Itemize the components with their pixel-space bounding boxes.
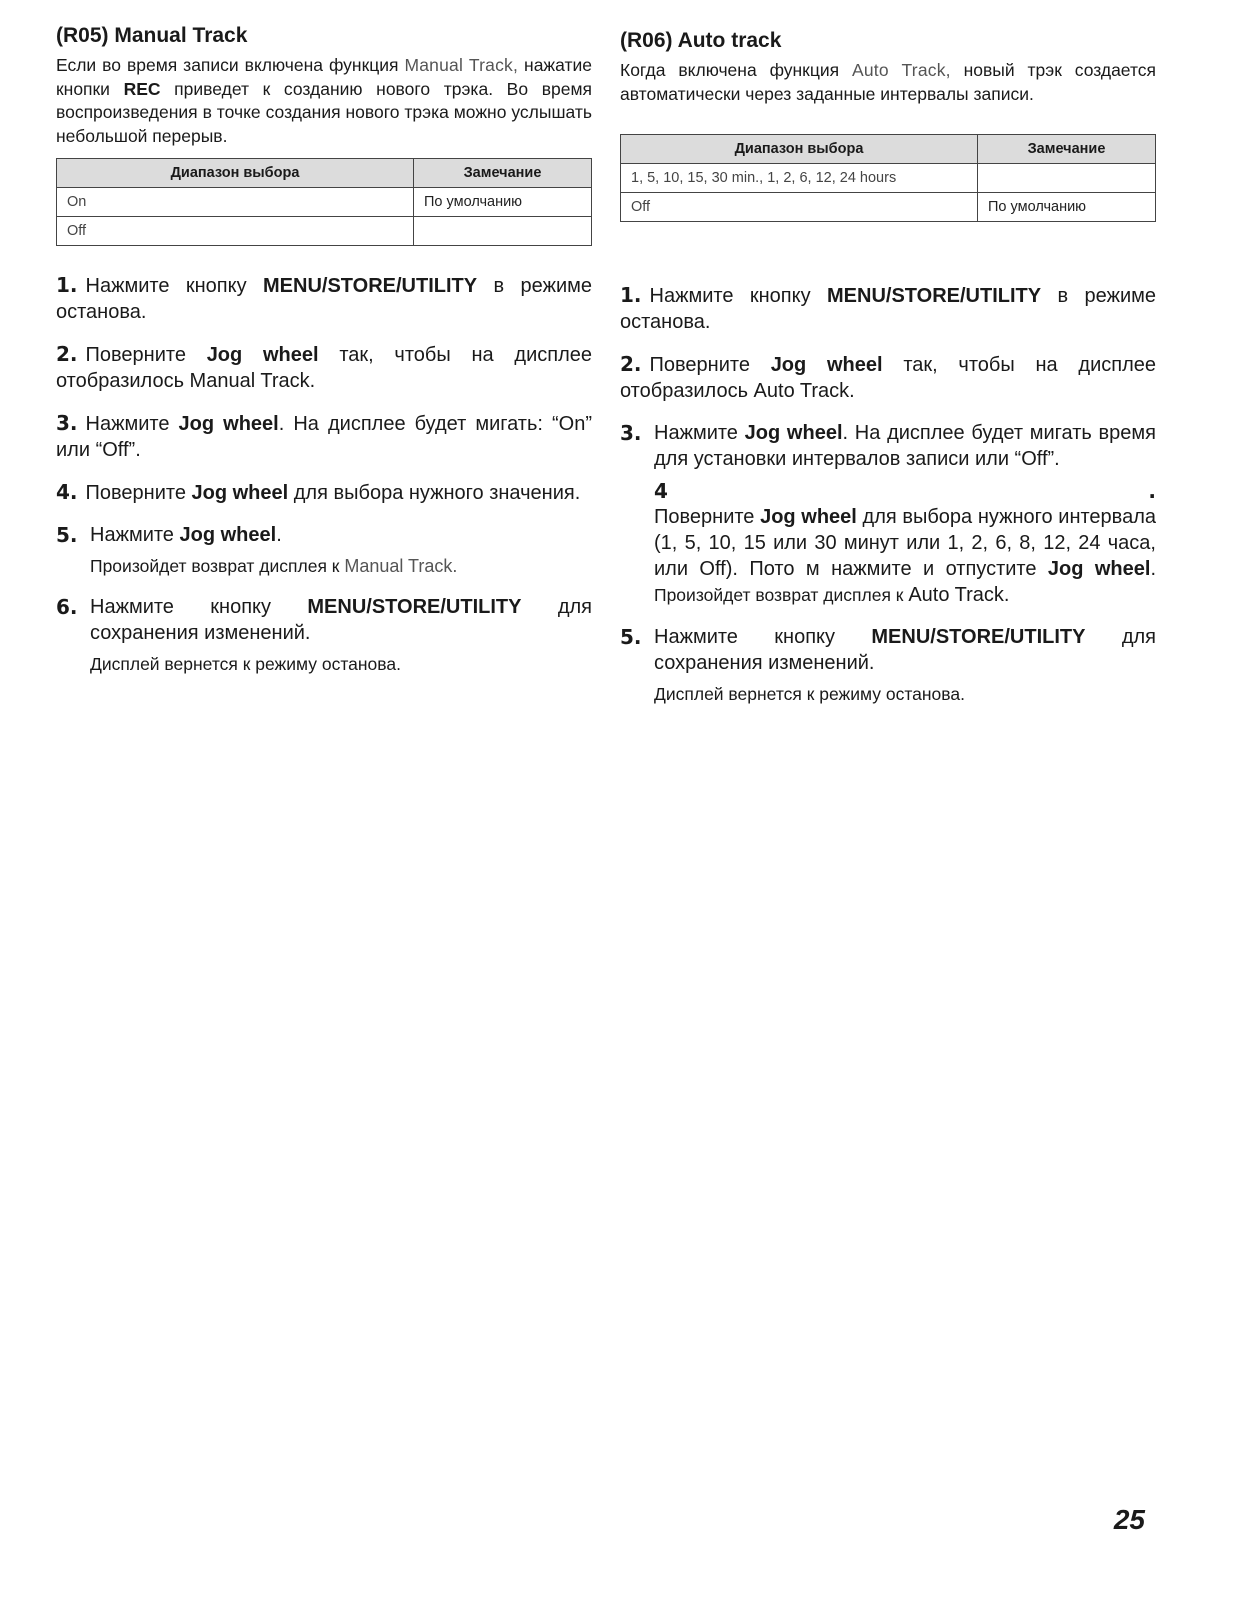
table-header-row [57, 159, 592, 188]
step-number: 2. [620, 352, 642, 376]
step-number: 5. [620, 625, 642, 649]
section-intro [56, 54, 592, 148]
section-title: (R06) Auto track [620, 29, 782, 52]
step-text: Нажмите [654, 422, 745, 444]
step-item [56, 272, 592, 325]
step-number: 3. [56, 411, 78, 435]
table-cell: On [57, 188, 414, 217]
step-text: так, чтобы на дисплее отобразилось Auto Track. [620, 354, 1156, 402]
step-button-name: Jog wheel [206, 344, 319, 366]
step-text: Поверните [85, 344, 207, 366]
table-row [621, 164, 1156, 193]
steps-list [56, 272, 592, 676]
section-title: (R05) Manual Track [56, 24, 248, 47]
step-text: . [1150, 558, 1156, 580]
step-text: в режиме останова. [620, 285, 1156, 333]
step-text: Нажмите [85, 413, 179, 435]
step-text: . [276, 524, 282, 546]
table-cell: 1, 5, 10, 15, 30 min., 1, 2, 6, 12, 24 hours [621, 164, 978, 193]
step-text: . На дисплее будет мигать: “On” или “Off”. [56, 413, 592, 461]
table-cell: По умолчанию [414, 188, 592, 217]
intro-button-name: REC [123, 78, 161, 99]
step-text: для сохранения изменений. [90, 596, 592, 644]
table-header: Замечание [414, 159, 592, 188]
step-button-name: Jog wheel [744, 422, 843, 444]
steps-list [620, 282, 1156, 706]
intro-text: Когда включена функция [620, 60, 852, 80]
step-item [56, 410, 592, 463]
step-number: 1. [620, 283, 642, 307]
step-button-name: MENU/STORE/UTILITY [263, 275, 478, 297]
step-note-function: Manual Track. [344, 556, 458, 576]
step-note-text: Произойдет возврат дисплея к [90, 556, 345, 576]
step-text: Нажмите кнопку [85, 275, 263, 297]
table-cell: Off [57, 217, 414, 246]
table-cell: По умолчанию [978, 193, 1156, 222]
intro-text: приведет к созданию нового трэка. Во время воспроизведения в точке создания нового трэка можно услышать небольшой перерыв. [56, 78, 592, 146]
step-button-name: Jog wheel [178, 413, 279, 435]
table-header: Замечание [978, 135, 1156, 164]
step-text: Поверните [654, 506, 761, 528]
step-number: 3. [620, 421, 642, 445]
intro-function-name: Manual Track, [404, 55, 519, 75]
step-button-name: MENU/STORE/UTILITY [871, 626, 1086, 648]
table-row [57, 188, 592, 217]
step-note: Дисплей вернется к режиму останова. [654, 684, 965, 704]
table-row [57, 217, 592, 246]
intro-text: нажатие кнопки [56, 55, 593, 99]
step-button-name: Jog wheel [1047, 558, 1151, 580]
intro-text: новый трэк создается автоматически через заданные интервалы записи. [620, 60, 1157, 104]
step-text: Нажмите кнопку [649, 285, 827, 307]
step-item [56, 341, 592, 394]
step-text: для выбора нужного значения. [288, 482, 581, 504]
step-item [620, 478, 1156, 608]
step-item [56, 479, 592, 506]
step-text: Поверните [649, 354, 771, 376]
step-text: . На дисплее будет мигать время для установки интервалов записи или “Off”. [654, 422, 1156, 470]
step-button-name: Jog wheel [191, 482, 289, 504]
step-number-dot: . [1148, 479, 1156, 503]
step-item [620, 351, 1156, 404]
step-number: 1. [56, 273, 78, 297]
page-number: 25 [1113, 1504, 1145, 1535]
table-header: Диапазон выбора [57, 159, 414, 188]
step-button-name: MENU/STORE/UTILITY [307, 596, 522, 618]
step-item [56, 594, 592, 676]
table-cell [978, 164, 1156, 193]
intro-function-name: Auto Track, [852, 60, 951, 80]
step-text: Поверните [85, 482, 192, 504]
step-text: Нажмите кнопку [654, 626, 872, 648]
range-table [56, 158, 592, 246]
step-text: так, чтобы на дисплее отобразилось Manual Track. [56, 344, 592, 392]
step-number-row [654, 478, 1156, 504]
step-button-name: Jog wheel [770, 354, 883, 376]
step-item [56, 522, 592, 578]
step-number: 4. [56, 480, 78, 504]
step-item [620, 420, 1156, 472]
section-r06 [620, 27, 1156, 722]
table-cell: Off [621, 193, 978, 222]
step-item [620, 282, 1156, 335]
intro-text: Если во время записи включена функция [56, 55, 405, 75]
step-note-text: Произойдет возврат дисплея к [654, 585, 909, 605]
range-table [620, 134, 1156, 222]
step-number: 5. [56, 523, 78, 547]
step-number: 6. [56, 595, 78, 619]
step-note-function: Auto Track. [908, 584, 1010, 606]
step-note: Дисплей вернется к режиму останова. [90, 654, 401, 674]
step-text: в режиме останова. [56, 275, 592, 323]
step-button-name: Jog wheel [179, 524, 277, 546]
table-row [621, 193, 1156, 222]
step-button-name: MENU/STORE/UTILITY [827, 285, 1042, 307]
step-number: 4 [654, 479, 668, 503]
table-header: Диапазон выбора [621, 135, 978, 164]
section-r05 [56, 22, 592, 692]
step-text: для выбора нужного интервала (1, 5, 10, 15 или 30 минут или 1, 2, 6, 8, 12, 24 часа, или Off). Пото м нажмите и отпустите [654, 506, 1156, 580]
step-item [620, 624, 1156, 706]
step-text: для сохранения изменений. [654, 626, 1156, 674]
step-text: Нажмите кнопку [90, 596, 308, 618]
step-number: 2. [56, 342, 78, 366]
step-button-name: Jog wheel [760, 506, 857, 528]
step-text: Нажмите [90, 524, 180, 546]
table-cell [414, 217, 592, 246]
table-header-row [621, 135, 1156, 164]
step-note [90, 554, 592, 578]
section-intro [620, 59, 1156, 106]
